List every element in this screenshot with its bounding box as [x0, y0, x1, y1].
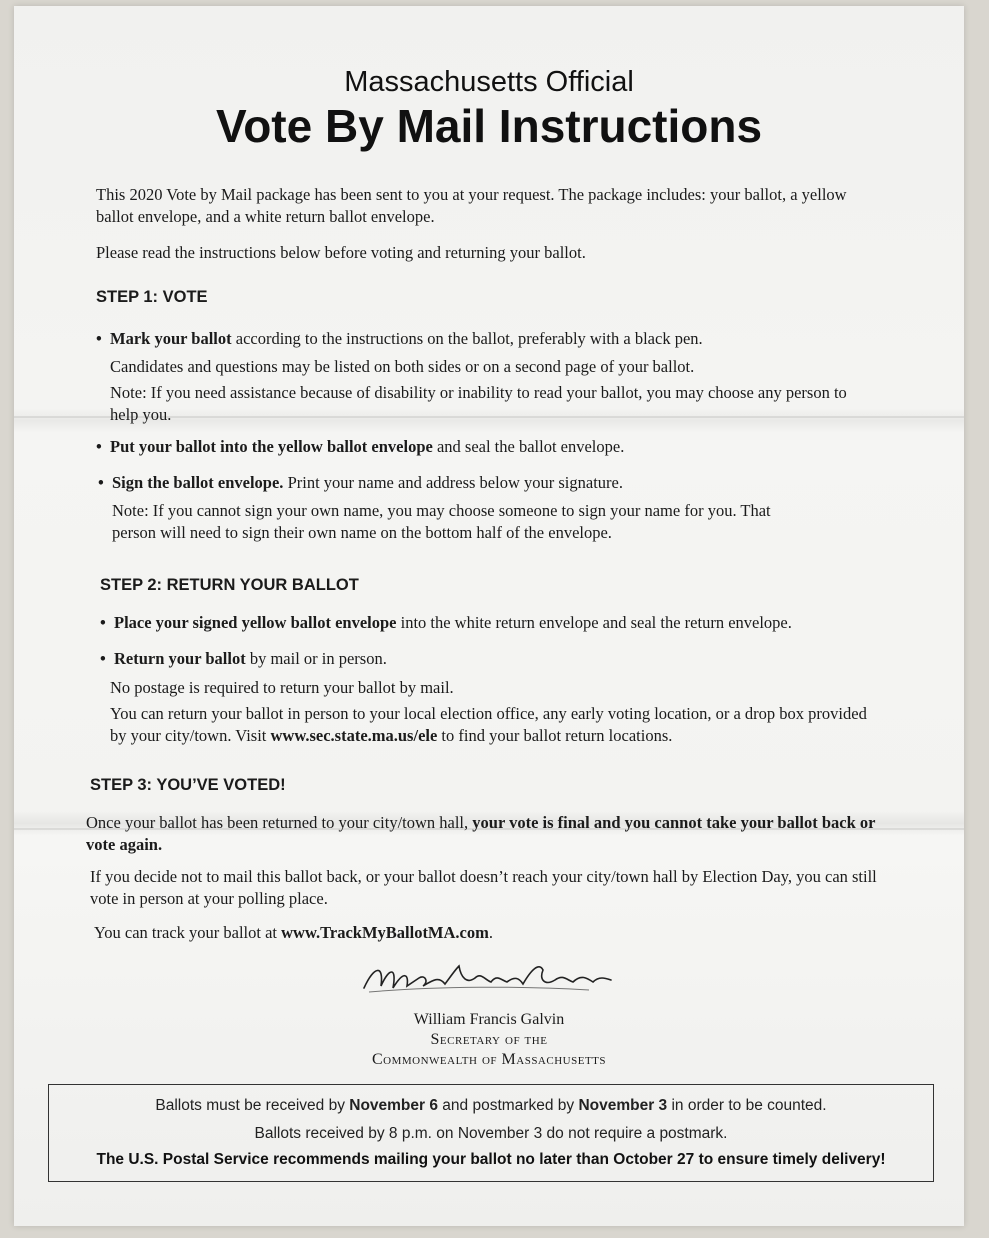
final-bold-text: your vote is final and you cannot take your ballot back or vote again. — [86, 813, 876, 854]
instruction-sheet — [14, 6, 964, 1226]
final-text: Once your ballot has been returned to your city/town hall, — [86, 813, 473, 832]
usps-recommendation: The U.S. Postal Service recommends mailing your ballot no later than October 27 to ensure timely delivery! — [96, 1151, 886, 1168]
notice-text: Ballots must be received by — [155, 1097, 350, 1114]
track-ballot-link[interactable]: www.TrackMyBallotMA.com — [281, 923, 489, 942]
bullet-bold-text: Mark your ballot — [110, 329, 232, 348]
signer-name: William Francis Galvin — [413, 1011, 565, 1028]
track-text: You can track your ballot at — [94, 923, 282, 942]
step3-in-person-paragraph: If you decide not to mail this ballot back, or your ballot doesn’t reach your city/town hall by Election Day, you can still vote in person at your polling place. — [90, 867, 877, 908]
notice-text: and postmarked by — [437, 1097, 579, 1114]
bullet-bold-text: Place your signed yellow ballot envelope — [114, 613, 397, 632]
page-subtitle: Massachusetts Official — [344, 66, 634, 98]
notice-date: November 6 — [349, 1097, 438, 1114]
step1-note-assistance: Note: If you need assistance because of disability or inability to read your ballot, you may choose any person to help you. — [110, 383, 847, 424]
return-locations-link[interactable]: www.sec.state.ma.us/ele — [270, 726, 438, 745]
step3-final-paragraph — [86, 812, 886, 856]
bullet-text: by mail or in person. — [245, 649, 387, 668]
bullet-bold-text: Sign the ballot envelope. — [112, 473, 284, 492]
step2-bullet-place — [114, 612, 904, 634]
page-title: Vote By Mail Instructions — [215, 100, 763, 152]
step2-bullet-return — [114, 648, 904, 670]
deadline-notice-box — [48, 1084, 934, 1182]
step1-bullet-envelope — [110, 436, 890, 458]
bullet-text: Print your name and address below your signature. — [283, 473, 623, 492]
bullet-text: and seal the ballot envelope. — [432, 437, 625, 456]
in-person-text-end: to find your ballot return locations. — [437, 726, 673, 745]
bullet-bold-text: Return your ballot — [114, 649, 246, 668]
notice-date: November 3 — [578, 1097, 668, 1114]
bullet-text: according to the instructions on the ballot, preferably with a black pen. — [231, 329, 703, 348]
step3-heading: STEP 3: YOU’VE VOTED! — [90, 776, 286, 794]
signer-title-line2: Commonwealth of Massachusetts — [371, 1051, 606, 1068]
deadline-line — [49, 1097, 933, 1115]
step1-heading: STEP 1: VOTE — [96, 288, 208, 306]
bullet-bold-text: Put your ballot into the yellow ballot envelope — [110, 437, 433, 456]
step1-bullet-mark-detail: Candidates and questions may be listed on both sides or on a second page of your ballot. — [110, 357, 695, 376]
intro-instruction: Please read the instructions below before voting and returning your ballot. — [96, 243, 586, 262]
step3-track-paragraph — [94, 922, 894, 944]
step2-postage-note: No postage is required to return your ballot by mail. — [110, 678, 454, 697]
intro-paragraph: This 2020 Vote by Mail package has been sent to you at your request. The package includes: your ballot, a yellow ballot envelope, and a white return ballot envelope. — [96, 185, 847, 226]
signer-title-line1: Secretary of the — [430, 1031, 548, 1048]
step2-in-person-note — [110, 703, 880, 747]
signature-image — [359, 956, 629, 1006]
track-text-end: . — [488, 923, 493, 942]
step1-bullet-mark — [110, 328, 890, 350]
postmark-line: Ballots received by 8 p.m. on November 3 do not require a postmark. — [254, 1125, 728, 1142]
step1-bullet-sign — [112, 472, 892, 494]
bullet-text: into the white return envelope and seal the return envelope. — [396, 613, 792, 632]
in-person-text: You can return your ballot in person to your local election office, any early voting location, or a drop box provided by your city/town. Visit — [110, 704, 867, 745]
notice-text: in order to be counted. — [667, 1097, 827, 1114]
step2-heading: STEP 2: RETURN YOUR BALLOT — [100, 576, 359, 594]
step1-note-sign: Note: If you cannot sign your own name, you may choose someone to sign your name for you. That person will need to sign their own name on the bottom half of the envelope. — [112, 501, 771, 542]
